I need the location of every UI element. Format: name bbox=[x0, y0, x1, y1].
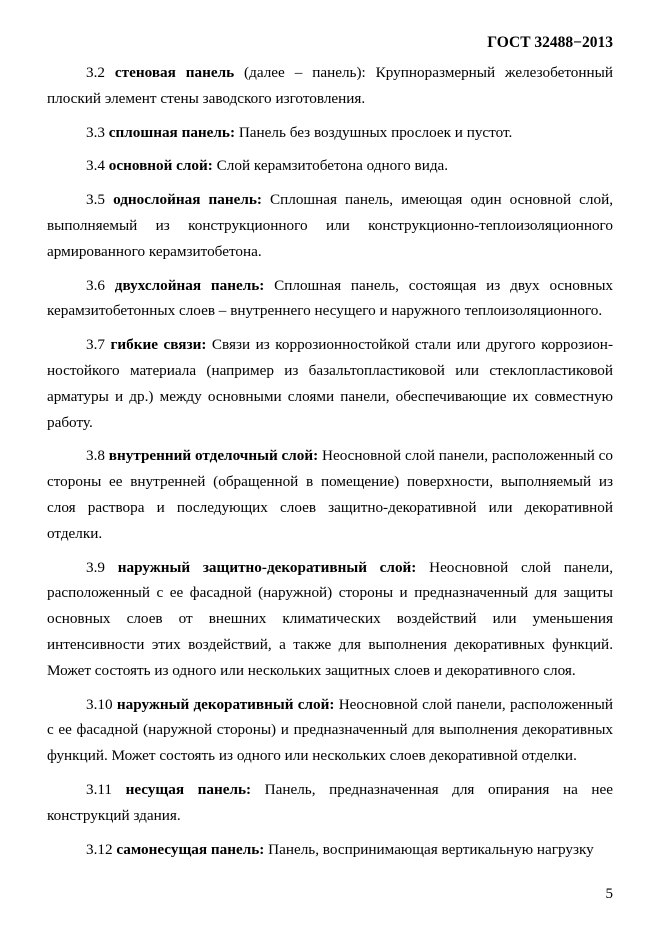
term: однослойная панель: bbox=[113, 191, 262, 209]
definition-paragraph bbox=[47, 273, 613, 325]
clause-number: 3.12 bbox=[86, 840, 113, 858]
term: стеновая панель bbox=[114, 64, 235, 81]
term: несущая панель: bbox=[125, 780, 252, 798]
definition-text: Неосновной слой панели, расположенный со стороны ее внутренней (обращенной в помещение) поверхности, выполняемый из слоя раствора и последующих слоев защитно-декоративной или декоративной отделки. bbox=[47, 447, 614, 542]
definition-paragraph bbox=[47, 443, 613, 546]
term: сплошная панель: bbox=[108, 123, 236, 141]
definition-paragraph bbox=[47, 187, 613, 264]
term: гибкие связи: bbox=[110, 336, 207, 354]
clause-number: 3.11 bbox=[86, 780, 113, 798]
definition-text: (далее – панель): Крупноразмерный железобетонный плоский элемент стены заводского изготовления. bbox=[47, 64, 613, 107]
clause-number: 3.5 bbox=[86, 191, 105, 209]
standard-header: ГОСТ 32488−2013 bbox=[487, 34, 613, 51]
clause-number: 3.9 bbox=[86, 558, 105, 576]
term: самонесущая панель: bbox=[116, 840, 265, 858]
definition-text: Сплошная панель, состоящая из двух основных керамзитобетонных слоев – внутреннего несущего и наружного теплоизоляционного. bbox=[47, 276, 613, 320]
page-number: 5 bbox=[605, 886, 613, 902]
term: внутренний отделочный слой: bbox=[108, 447, 319, 465]
clause-number: 3.2 bbox=[86, 64, 105, 81]
definition-text: Неосновной слой панели, расположенный с ее фасадной (наружной) стороны и предназначенный для защиты основных слоев от внешних климатических воздействий или уменьшения интенсивности этих воздействий, а также для выполнения декоративных функций. Может состоять из одного или нескольких защитных слоев и декоративного слоя. bbox=[47, 558, 614, 679]
definition-text: Связи из коррозионностойкой стали или другого коррозионностойкого материала (например из базальтопластиковой или стеклопластиковой арматуры и др.) между основными слоями панели, обеспечивающие их совместную работу. bbox=[47, 336, 613, 431]
clause-number: 3.10 bbox=[86, 695, 113, 713]
definition-paragraph bbox=[47, 153, 613, 179]
clause-number: 3.8 bbox=[86, 447, 105, 465]
definition-text: Сплошная панель, имеющая один основной слой, выполняемый из конструкционного или конструкционно-теплоизоляционного армированного керамзитобетона. bbox=[47, 191, 614, 260]
definition-paragraph bbox=[47, 120, 613, 146]
clause-number: 3.7 bbox=[86, 336, 105, 354]
term: двухслойная панель: bbox=[114, 276, 265, 294]
definition-paragraph bbox=[47, 332, 613, 435]
term: основной слой: bbox=[108, 157, 213, 175]
definition-paragraph bbox=[47, 60, 613, 112]
definition-paragraph bbox=[47, 777, 613, 829]
clause-number: 3.4 bbox=[86, 157, 105, 175]
definition-paragraph bbox=[47, 692, 613, 769]
definition-paragraph bbox=[47, 837, 613, 863]
term: наружный декоративный слой: bbox=[116, 695, 335, 713]
definitions-section bbox=[47, 60, 613, 870]
definition-paragraph bbox=[47, 555, 613, 684]
definition-text: Слой керамзитобетона одного вида. bbox=[212, 157, 449, 175]
definition-text: Панель, воспринимающая вертикальную нагрузку bbox=[264, 840, 594, 858]
term: наружный защитно-декоративный слой: bbox=[117, 558, 417, 576]
clause-number: 3.6 bbox=[86, 276, 105, 294]
definition-text: Панель, предназначенная для опирания на нее конструкций здания. bbox=[47, 780, 614, 824]
definition-text: Неосновной слой панели, расположенный с ее фасадной (наружной стороны) и предназначенный для выполнения декоративных функций. Может состоять из одного или нескольких слоев декоративной отделки. bbox=[47, 695, 613, 765]
definition-text: Панель без воздушных прослоек и пустот. bbox=[235, 123, 513, 141]
clause-number: 3.3 bbox=[86, 123, 105, 141]
